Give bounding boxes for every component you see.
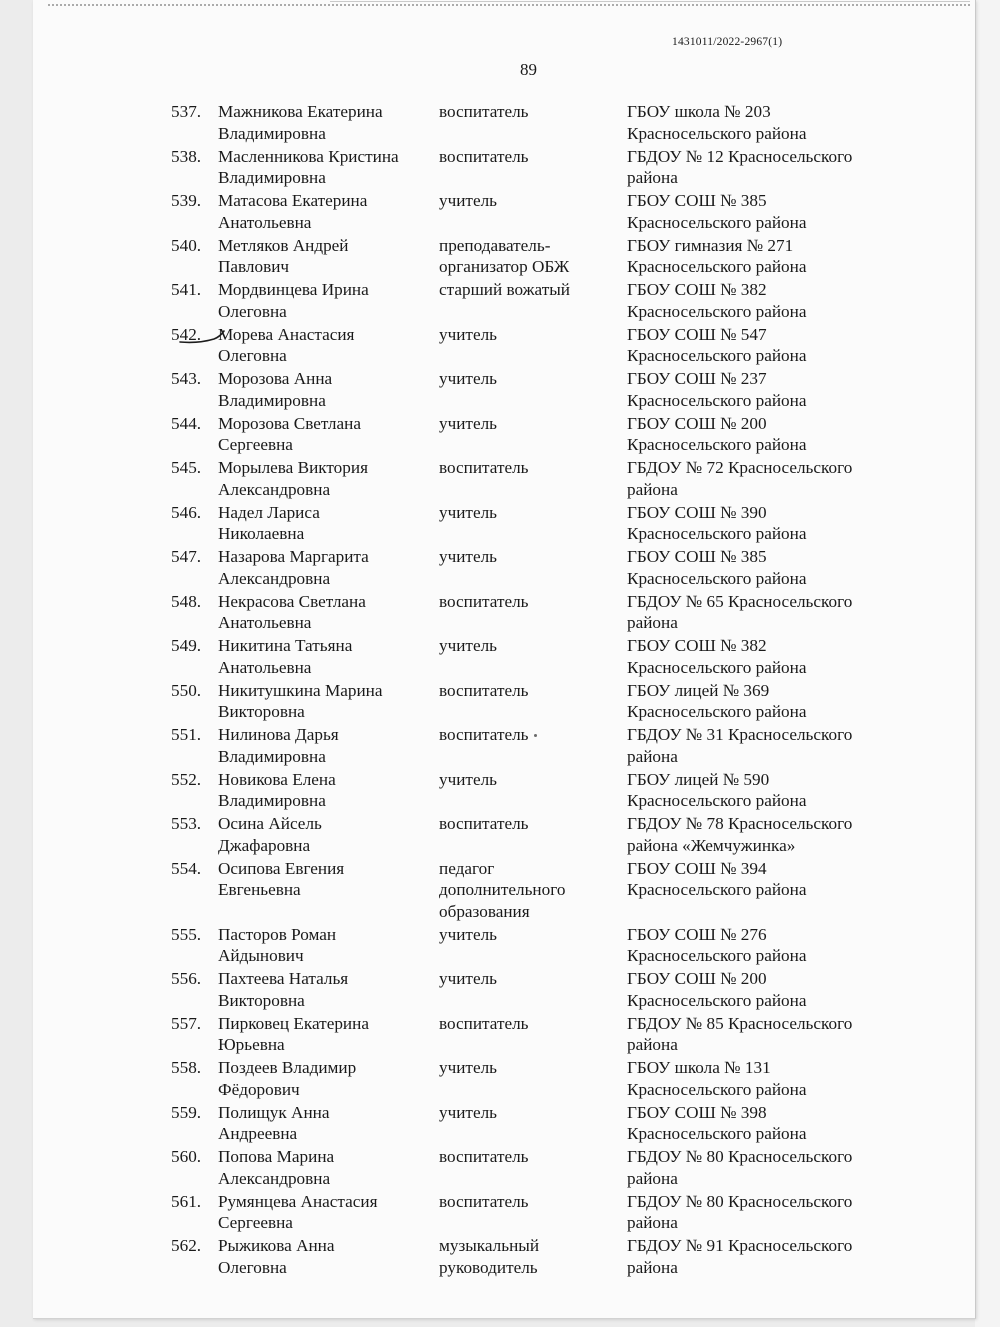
- list-row: [0, 857, 1000, 923]
- person-organization: ГБДОУ № 85 Красносельского района: [627, 1013, 853, 1054]
- person-position: учитель: [439, 769, 497, 789]
- row-number: 553.: [171, 814, 202, 833]
- list-row: [0, 100, 1000, 145]
- row-number: 558.: [171, 1058, 202, 1077]
- row-number: 556.: [171, 969, 202, 988]
- person-organization: ГБОУ гимназия № 271 Красносельского района: [627, 235, 807, 276]
- row-number: 561.: [171, 1191, 202, 1211]
- list-row: [0, 145, 1000, 190]
- person-name: Мажникова Екатерина Владимировна: [218, 102, 383, 143]
- person-name: Некрасова Светлана Анатольевна: [218, 591, 366, 632]
- person-name: Морозова Анна Владимировна: [218, 369, 333, 410]
- list-row: [0, 768, 1000, 813]
- list-row: [0, 412, 1000, 457]
- person-position: воспитатель: [439, 146, 529, 166]
- person-position: учитель: [439, 502, 497, 522]
- row-number: 559.: [171, 1102, 202, 1122]
- list-row: [0, 679, 1000, 724]
- row-number: 554.: [171, 858, 202, 878]
- person-position: воспитатель: [439, 591, 529, 611]
- person-name: Никитина Татьяна Анатольевна: [218, 636, 353, 677]
- list-row: [0, 1190, 1000, 1235]
- list-row: [0, 1012, 1000, 1057]
- person-organization: ГБДОУ № 12 Красносельского района: [627, 146, 853, 187]
- person-name: Румянцева Анастасия Сергеевна: [218, 1191, 378, 1232]
- row-number: 541.: [171, 280, 202, 299]
- list-row: [0, 723, 1000, 768]
- staff-list: [0, 100, 1000, 1279]
- row-number: 550.: [171, 680, 202, 700]
- person-organization: ГБОУ СОШ № 390 Красносельского района: [627, 502, 807, 543]
- list-row: [0, 590, 1000, 635]
- person-position: учитель: [439, 1102, 497, 1122]
- person-organization: ГБОУ СОШ № 200 Красносельского района: [627, 413, 807, 454]
- person-organization: ГБОУ СОШ № 385 Красносельского района: [627, 191, 807, 232]
- person-position: старший вожатый: [439, 280, 570, 299]
- person-position: учитель: [439, 1058, 497, 1077]
- person-name: Масленникова Кристина Владимировна: [218, 146, 399, 187]
- row-number: 544.: [171, 413, 202, 433]
- row-number: 546.: [171, 502, 202, 522]
- list-row: [0, 323, 1000, 368]
- row-number: 543.: [171, 369, 202, 388]
- list-row: [0, 456, 1000, 501]
- person-position: воспитатель: [439, 725, 529, 744]
- person-organization: ГБДОУ № 80 Красносельского района: [627, 1147, 853, 1188]
- person-organization: ГБОУ лицей № 590 Красносельского района: [627, 769, 807, 810]
- person-position: воспитатель: [439, 1013, 529, 1033]
- row-number: 538.: [171, 146, 202, 166]
- person-position: учитель: [439, 413, 497, 433]
- row-number: 542.: [171, 324, 202, 344]
- scan-edge-line: [330, 1, 970, 2]
- person-position: воспитатель: [439, 680, 529, 700]
- person-organization: ГБОУ СОШ № 382 Красносельского района: [627, 636, 807, 677]
- scan-edge-artifact: [48, 4, 970, 6]
- page-number: 89: [520, 60, 537, 79]
- person-position: учитель: [439, 924, 497, 944]
- person-position: воспитатель: [439, 102, 529, 121]
- person-position: учитель: [439, 369, 497, 388]
- person-position: учитель: [439, 324, 497, 344]
- row-number: 551.: [171, 725, 202, 744]
- row-number: 539.: [171, 191, 202, 210]
- row-number: 552.: [171, 769, 202, 789]
- person-name: Мордвинцева Ирина Олеговна: [218, 280, 369, 321]
- person-organization: ГБДОУ № 72 Красносельского района: [627, 458, 853, 499]
- person-position: преподаватель- организатор ОБЖ: [439, 235, 570, 276]
- person-name: Назарова Маргарита Александровна: [218, 547, 369, 588]
- person-organization: ГБОУ СОШ № 394 Красносельского района: [627, 858, 807, 899]
- person-name: Осипова Евгения Евгеньевна: [218, 858, 345, 899]
- person-name: Пасторов Роман Айдынович: [218, 924, 337, 965]
- person-organization: ГБОУ школа № 203 Красносельского района: [627, 102, 807, 143]
- person-position: педагог дополнительного образования: [439, 858, 566, 921]
- person-organization: ГБОУ лицей № 369 Красносельского района: [627, 680, 807, 721]
- person-position: воспитатель: [439, 1191, 529, 1211]
- person-organization: ГБОУ школа № 131 Красносельского района: [627, 1058, 807, 1099]
- person-position: учитель: [439, 636, 497, 655]
- row-number: 557.: [171, 1013, 202, 1033]
- person-organization: ГБОУ СОШ № 398 Красносельского района: [627, 1102, 807, 1143]
- list-row: [0, 278, 1000, 323]
- person-name: Полищук Анна Андреевна: [218, 1102, 330, 1143]
- list-row: [0, 967, 1000, 1012]
- person-name: Надел Лариса Николаевна: [218, 502, 320, 543]
- list-row: [0, 634, 1000, 679]
- person-organization: ГБДОУ № 78 Красносельского района «Жемчужинка»: [627, 814, 853, 855]
- person-organization: ГБДОУ № 31 Красносельского района: [627, 725, 853, 766]
- list-row: [0, 367, 1000, 412]
- list-row: [0, 812, 1000, 857]
- person-position: воспитатель: [439, 1147, 529, 1166]
- person-name: Пахтеева Наталья Викторовна: [218, 969, 349, 1010]
- person-name: Нилинова Дарья Владимировна: [218, 725, 339, 766]
- person-name: Осина Айсель Джафаровна: [218, 814, 322, 855]
- list-row: [0, 501, 1000, 546]
- person-name: Морылева Виктория Александровна: [218, 458, 368, 499]
- person-organization: ГБОУ СОШ № 237 Красносельского района: [627, 369, 807, 410]
- person-position: воспитатель: [439, 814, 529, 833]
- person-organization: ГБОУ СОШ № 276 Красносельского района: [627, 924, 807, 965]
- row-number: 548.: [171, 591, 202, 611]
- person-name: Морозова Светлана Сергеевна: [218, 413, 361, 454]
- list-row: [0, 1056, 1000, 1101]
- list-row: [0, 923, 1000, 968]
- person-position: музыкальный руководитель: [439, 1236, 540, 1277]
- person-name: Никитушкина Марина Викторовна: [218, 680, 383, 721]
- person-name: Матасова Екатерина Анатольевна: [218, 191, 368, 232]
- list-row: [0, 1101, 1000, 1146]
- person-organization: ГБДОУ № 91 Красносельского района: [627, 1236, 853, 1277]
- person-name: Новикова Елена Владимировна: [218, 769, 336, 810]
- person-name: Пирковец Екатерина Юрьевна: [218, 1013, 369, 1054]
- row-number: 537.: [171, 102, 202, 121]
- person-position: учитель: [439, 191, 497, 210]
- person-name: Метляков Андрей Павлович: [218, 235, 349, 276]
- person-organization: ГБОУ СОШ № 385 Красносельского района: [627, 547, 807, 588]
- document-number: 1431011/2022-2967(1): [672, 36, 783, 48]
- person-organization: ГБДОУ № 80 Красносельского района: [627, 1191, 853, 1232]
- person-organization: ГБОУ СОШ № 200 Красносельского района: [627, 969, 807, 1010]
- person-position: учитель: [439, 547, 497, 566]
- list-row: [0, 1234, 1000, 1279]
- person-name: Попова Марина Александровна: [218, 1147, 335, 1188]
- person-organization: ГБОУ СОШ № 382 Красносельского района: [627, 280, 807, 321]
- row-number: 560.: [171, 1147, 202, 1166]
- person-organization: ГБДОУ № 65 Красносельского района: [627, 591, 853, 632]
- row-number: 555.: [171, 924, 202, 944]
- person-organization: ГБОУ СОШ № 547 Красносельского района: [627, 324, 807, 365]
- row-number: 547.: [171, 547, 202, 566]
- person-position: воспитатель: [439, 458, 529, 477]
- row-number: 540.: [171, 235, 202, 255]
- person-position: учитель: [439, 969, 497, 988]
- row-number: 562.: [171, 1236, 202, 1255]
- list-row: [0, 189, 1000, 234]
- list-row: [0, 545, 1000, 590]
- person-name: Рыжикова Анна Олеговна: [218, 1236, 335, 1277]
- list-row: [0, 234, 1000, 279]
- row-number: 549.: [171, 636, 202, 655]
- person-name: Морева Анастасия Олеговна: [218, 324, 355, 365]
- list-row: [0, 1145, 1000, 1190]
- person-name: Поздеев Владимир Фёдорович: [218, 1058, 357, 1099]
- row-number: 545.: [171, 458, 202, 477]
